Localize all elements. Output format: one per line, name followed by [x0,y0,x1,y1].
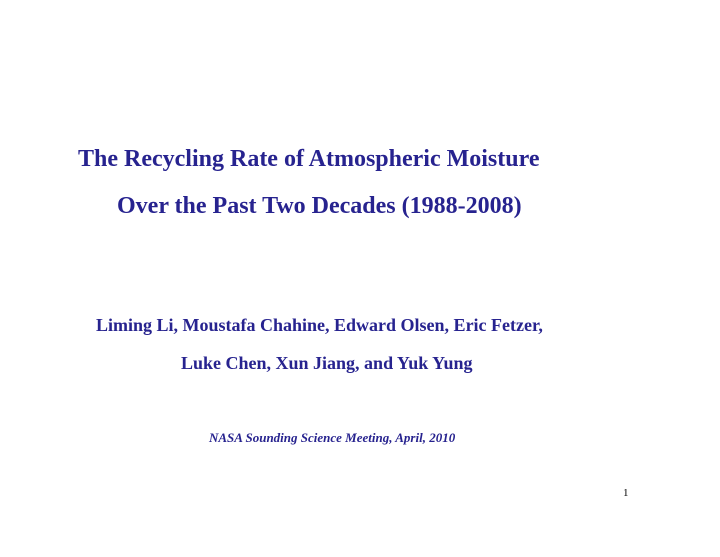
authors-line-1: Liming Li, Moustafa Chahine, Edward Olsen, Eric Fetzer, [96,315,543,335]
authors-line-2: Luke Chen, Xun Jiang, and Yuk Yung [181,353,473,373]
title-line-2: Over the Past Two Decades (1988-2008) [117,193,522,219]
slide-number: 1 [623,487,629,499]
title-line-1: The Recycling Rate of Atmospheric Moisture [78,146,540,172]
meeting-info: NASA Sounding Science Meeting, April, 2010 [209,430,456,445]
